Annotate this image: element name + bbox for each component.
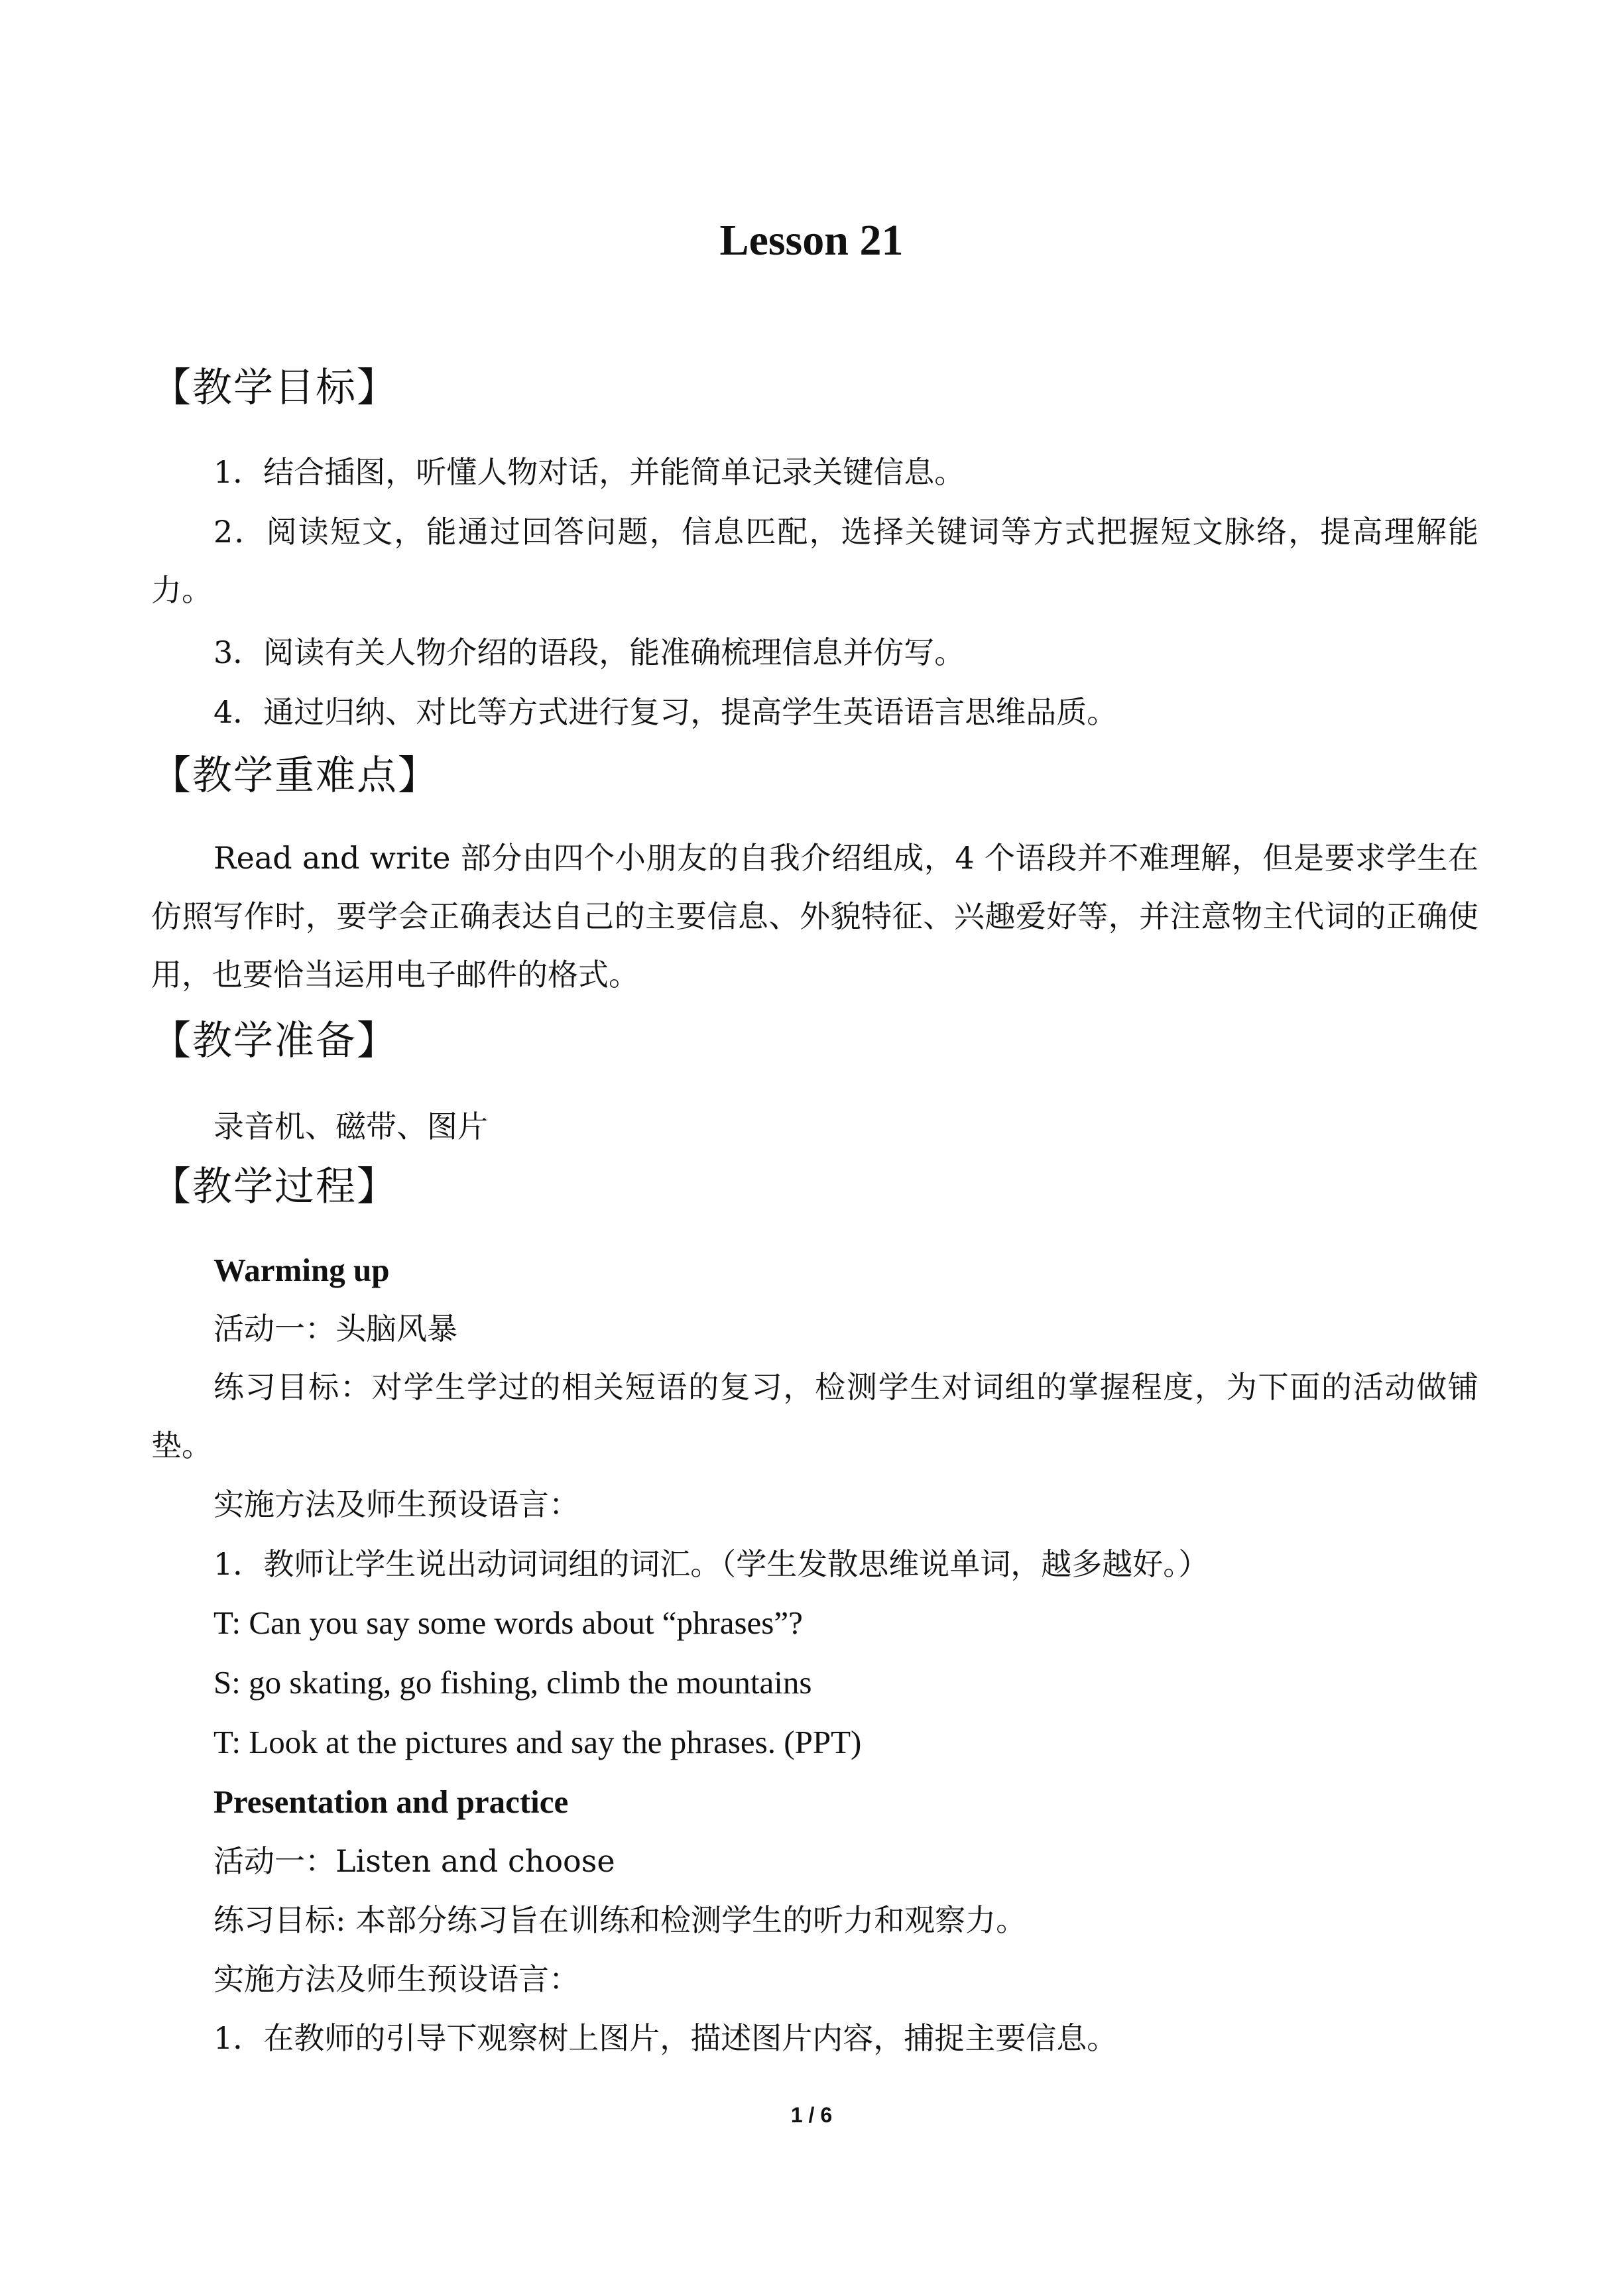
dialogue-line: T: Can you say some words about “phrases”?: [213, 1604, 803, 1641]
objective-item: 2．阅读短文，能通过回答问题，信息匹配，选择关键词等方式把握短文脉络，提高理解能力。: [151, 514, 1478, 608]
presentation-activity: 活动一：Listen and choose: [213, 1843, 615, 1879]
page-title: Lesson 21: [719, 216, 904, 265]
preparation-heading: 【教学准备】: [151, 1018, 398, 1064]
warming-up-goal: 练习目标：对学生学过的相关短语的复习，检测学生对词组的掌握程度，为下面的活动做铺垫。: [151, 1369, 1478, 1463]
objectives-heading: 【教学目标】: [151, 365, 398, 411]
objective-item: 3．阅读有关人物介绍的语段，能准确梳理信息并仿写。: [213, 634, 965, 670]
key-points-text: Read and write 部分由四个小朋友的自我介绍组成，4 个语段并不难理解，但是要求学生在仿照写作时，要学会正确表达自己的主要信息、外貌特征、兴趣爱好等，并注意物主代词的正确使用，也要恰当运用电子邮件的格式。: [151, 840, 1478, 993]
presentation-label: Presentation and practice: [213, 1783, 569, 1820]
dialogue-line: S: go skating, go fishing, climb the mountains: [213, 1664, 812, 1701]
warming-up-label: Warming up: [213, 1252, 390, 1288]
presentation-step: 1．在教师的引导下观察树上图片，描述图片内容，捕捉主要信息。: [213, 2020, 1118, 2056]
presentation-goal: 练习目标: 本部分练习旨在训练和检测学生的听力和观察力。: [213, 1902, 1027, 1938]
warming-up-method: 实施方法及师生预设语言：: [213, 1486, 579, 1522]
warming-up-step: 1．教师让学生说出动词词组的词汇。（学生发散思维说单词，越多越好。）: [213, 1546, 1209, 1582]
warming-up-activity: 活动一：头脑风暴: [213, 1311, 457, 1347]
page-number: 1 / 6: [790, 2103, 833, 2127]
presentation-method: 实施方法及师生预设语言：: [213, 1961, 579, 1997]
preparation-text: 录音机、磁带、图片: [213, 1109, 488, 1144]
objective-item: 4．通过归纳、对比等方式进行复习，提高学生英语语言思维品质。: [213, 694, 1118, 730]
objective-item: 1．结合插图，听懂人物对话，并能简单记录关键信息。: [213, 454, 965, 490]
key-points-heading: 【教学重难点】: [151, 753, 439, 799]
process-heading: 【教学过程】: [151, 1164, 398, 1210]
dialogue-line: T: Look at the pictures and say the phrases. (PPT): [213, 1724, 862, 1760]
